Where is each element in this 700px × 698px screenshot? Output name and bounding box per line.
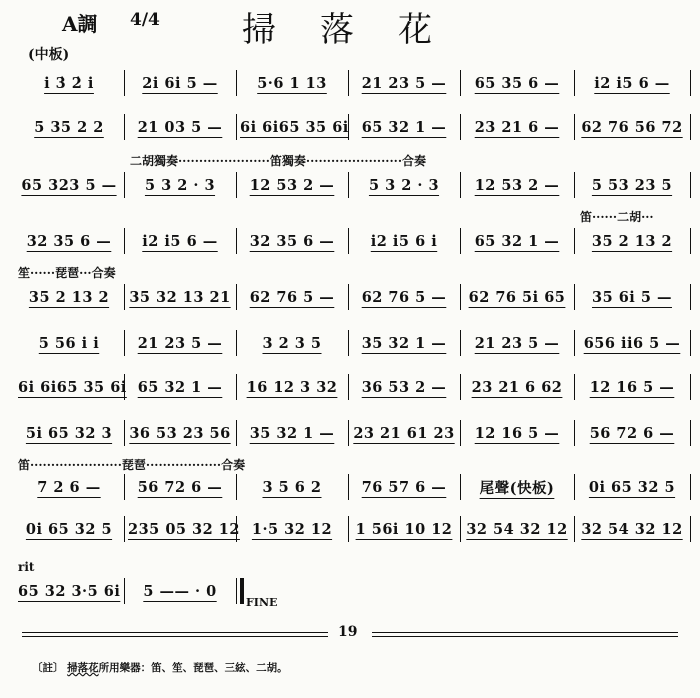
staff-line-11 (14, 578, 690, 604)
barline (124, 228, 125, 254)
barline (574, 516, 575, 542)
measure: 656 ii6 5 — (583, 334, 681, 352)
measure: 5 3 2 · 3 (144, 176, 216, 194)
measure: 5 53 23 5 (591, 176, 673, 194)
barline (236, 516, 237, 542)
barline (124, 374, 125, 400)
measure: 0i 65 32 5 (588, 478, 676, 496)
measure: 23 21 6 62 (471, 378, 563, 396)
measure: 32 35 6 — (249, 232, 335, 250)
barline (236, 228, 237, 254)
barline (124, 70, 125, 96)
instrument-annotation: 笛······二胡··· (580, 210, 654, 224)
measure: 1 56i 10 12 (355, 520, 453, 538)
barline (348, 172, 349, 198)
barline (124, 284, 125, 310)
staff-line-4 (14, 228, 690, 254)
barline (574, 228, 575, 254)
barline (690, 228, 691, 254)
barline (236, 474, 237, 500)
measure: 35 2 13 2 (28, 288, 110, 306)
barline (690, 330, 691, 356)
measure: 65 32 1 — (474, 232, 560, 250)
barline (574, 114, 575, 140)
measure: 12 53 2 — (474, 176, 560, 194)
barline (124, 420, 125, 446)
measure: 35 32 1 — (249, 424, 335, 442)
barline (348, 284, 349, 310)
barline (460, 114, 461, 140)
barline (460, 172, 461, 198)
footer-rule-right (372, 632, 678, 637)
barline (460, 284, 461, 310)
instrument-annotation: 笙······琵琶···合奏 (18, 266, 116, 280)
measure: 76 57 6 — (361, 478, 447, 496)
barline (124, 516, 125, 542)
measure: 1·5 32 12 (251, 520, 333, 538)
barline (236, 330, 237, 356)
staff-line-7 (14, 374, 690, 400)
measure: i 3̇ 2̇ i (44, 74, 94, 92)
measure: i2 i5 6 — (594, 74, 670, 92)
staff-line-9 (14, 474, 690, 500)
measure: 3 5 6 2 (262, 478, 322, 496)
measure: 6i 6i65 35 6i (240, 118, 349, 136)
instrument-annotation: 二胡獨奏······················笛獨奏·······················合奏 (130, 154, 426, 168)
rit-marking: rit (18, 560, 35, 574)
measure: 62 76 5 — (249, 288, 335, 306)
final-barline (236, 578, 237, 604)
barline (348, 420, 349, 446)
barline (690, 374, 691, 400)
barline (574, 172, 575, 198)
footnote (32, 660, 288, 675)
measure: 62 76 5 — (361, 288, 447, 306)
barline (460, 228, 461, 254)
staff-line-3 (14, 172, 690, 198)
measure: 35 32 1 — (361, 334, 447, 352)
measure: 12 53 2 — (249, 176, 335, 194)
measure: 62 76 5i 65 (468, 288, 566, 306)
barline (690, 114, 691, 140)
barline (348, 70, 349, 96)
measure: 36 53 2 — (361, 378, 447, 396)
barline (236, 114, 237, 140)
barline (460, 516, 461, 542)
measure: 0i 65 32 5 (25, 520, 113, 538)
staff-line-2 (14, 114, 690, 140)
barline (348, 330, 349, 356)
barline (574, 474, 575, 500)
measure: 65 32 1 — (361, 118, 447, 136)
key-signature: A調 (62, 12, 98, 36)
barline (574, 284, 575, 310)
barline (124, 172, 125, 198)
measure: i2 i5 6 i (370, 232, 438, 250)
barline (236, 284, 237, 310)
barline (690, 284, 691, 310)
barline (348, 516, 349, 542)
measure: 32 35 6 — (26, 232, 112, 250)
barline (460, 330, 461, 356)
measure: 65 323 5 — (21, 176, 117, 194)
footnote-title: 掃落花 (67, 662, 99, 674)
barline (690, 172, 691, 198)
measure: 5 3 2 · 3 (368, 176, 440, 194)
measure: 21 23 5 — (474, 334, 560, 352)
barline (124, 474, 125, 500)
barline (348, 114, 349, 140)
staff-line-8 (14, 420, 690, 446)
measure: 21 23 5 — (361, 74, 447, 92)
page-title: 掃落花 (242, 10, 476, 50)
measure: 5 —— · 0 (143, 582, 217, 600)
barline (460, 474, 461, 500)
barline (690, 516, 691, 542)
barline (690, 70, 691, 96)
barline (124, 114, 125, 140)
barline (690, 420, 691, 446)
barline (460, 374, 461, 400)
time-signature: 4/4 (130, 10, 160, 30)
barline (574, 374, 575, 400)
measure: 65 35 6 — (474, 74, 560, 92)
measure: 5·6 1 13 (257, 74, 327, 92)
barline (690, 474, 691, 500)
measure: 12 16 5 — (589, 378, 675, 396)
footnote-text: 所用樂器：笛、笙、琵琶、三絃、二胡。 (98, 662, 288, 674)
staff-line-5 (14, 284, 690, 310)
measure: 35 32 13 21 (129, 288, 231, 306)
barline (348, 374, 349, 400)
barline (124, 330, 125, 356)
barline (348, 474, 349, 500)
barline (460, 70, 461, 96)
measure: 23 21 6 — (474, 118, 560, 136)
measure: 21 03 5 — (137, 118, 223, 136)
measure: 5 35 2 2 (34, 118, 104, 136)
measure: 尾聲(快板) (479, 479, 555, 497)
barline (574, 70, 575, 96)
barline (460, 420, 461, 446)
barline (236, 172, 237, 198)
footnote-label: 〔註〕 (32, 662, 64, 674)
staff-line-1 (14, 70, 690, 96)
page-footer (0, 624, 700, 644)
measure: 62 76 56 72 (581, 118, 683, 136)
measure: i2 i5 6 — (142, 232, 218, 250)
measure: 65 32 3·5 6i (18, 582, 121, 600)
measure: 32 54 32 12 (581, 520, 683, 538)
page-number: 19 (338, 624, 358, 640)
measure: 5 56 i i (38, 334, 100, 352)
footer-rule-left (22, 632, 328, 637)
measure: 12 16 5 — (474, 424, 560, 442)
measure: 65 32 1 — (137, 378, 223, 396)
instrument-annotation: 笛······················琵琶··················合奏 (18, 458, 246, 472)
barline (236, 70, 237, 96)
measure: 35 2 13 2 (591, 232, 673, 250)
tempo-marking: (中板) (28, 47, 70, 63)
measure: 3 2 3 5 (262, 334, 322, 352)
barline (574, 330, 575, 356)
barline (574, 420, 575, 446)
fine-marking: FINE (246, 596, 278, 609)
measure: 5i 65 32 3 (25, 424, 113, 442)
measure: 56 72 6 — (589, 424, 675, 442)
measure: 35 6i 5 — (591, 288, 672, 306)
barline (236, 374, 237, 400)
measure: 16 12 3 32 (246, 378, 338, 396)
measure: 21 23 5 — (137, 334, 223, 352)
barline (124, 578, 125, 604)
measure: 7 2 6 — (37, 478, 101, 496)
measure: 6i 6i65 35 6i (18, 378, 127, 396)
measure: 36 53 23 56 (129, 424, 231, 442)
barline (348, 228, 349, 254)
measure: 56 72 6 — (137, 478, 223, 496)
measure: 32 54 32 12 (466, 520, 568, 538)
staff-line-6 (14, 330, 690, 356)
measure: 2i 6i 5 — (142, 74, 218, 92)
staff-line-10 (14, 516, 690, 542)
measure: 23 21 61 23 (353, 424, 455, 442)
measure: 235 05 32 12 (128, 520, 240, 538)
barline (236, 420, 237, 446)
